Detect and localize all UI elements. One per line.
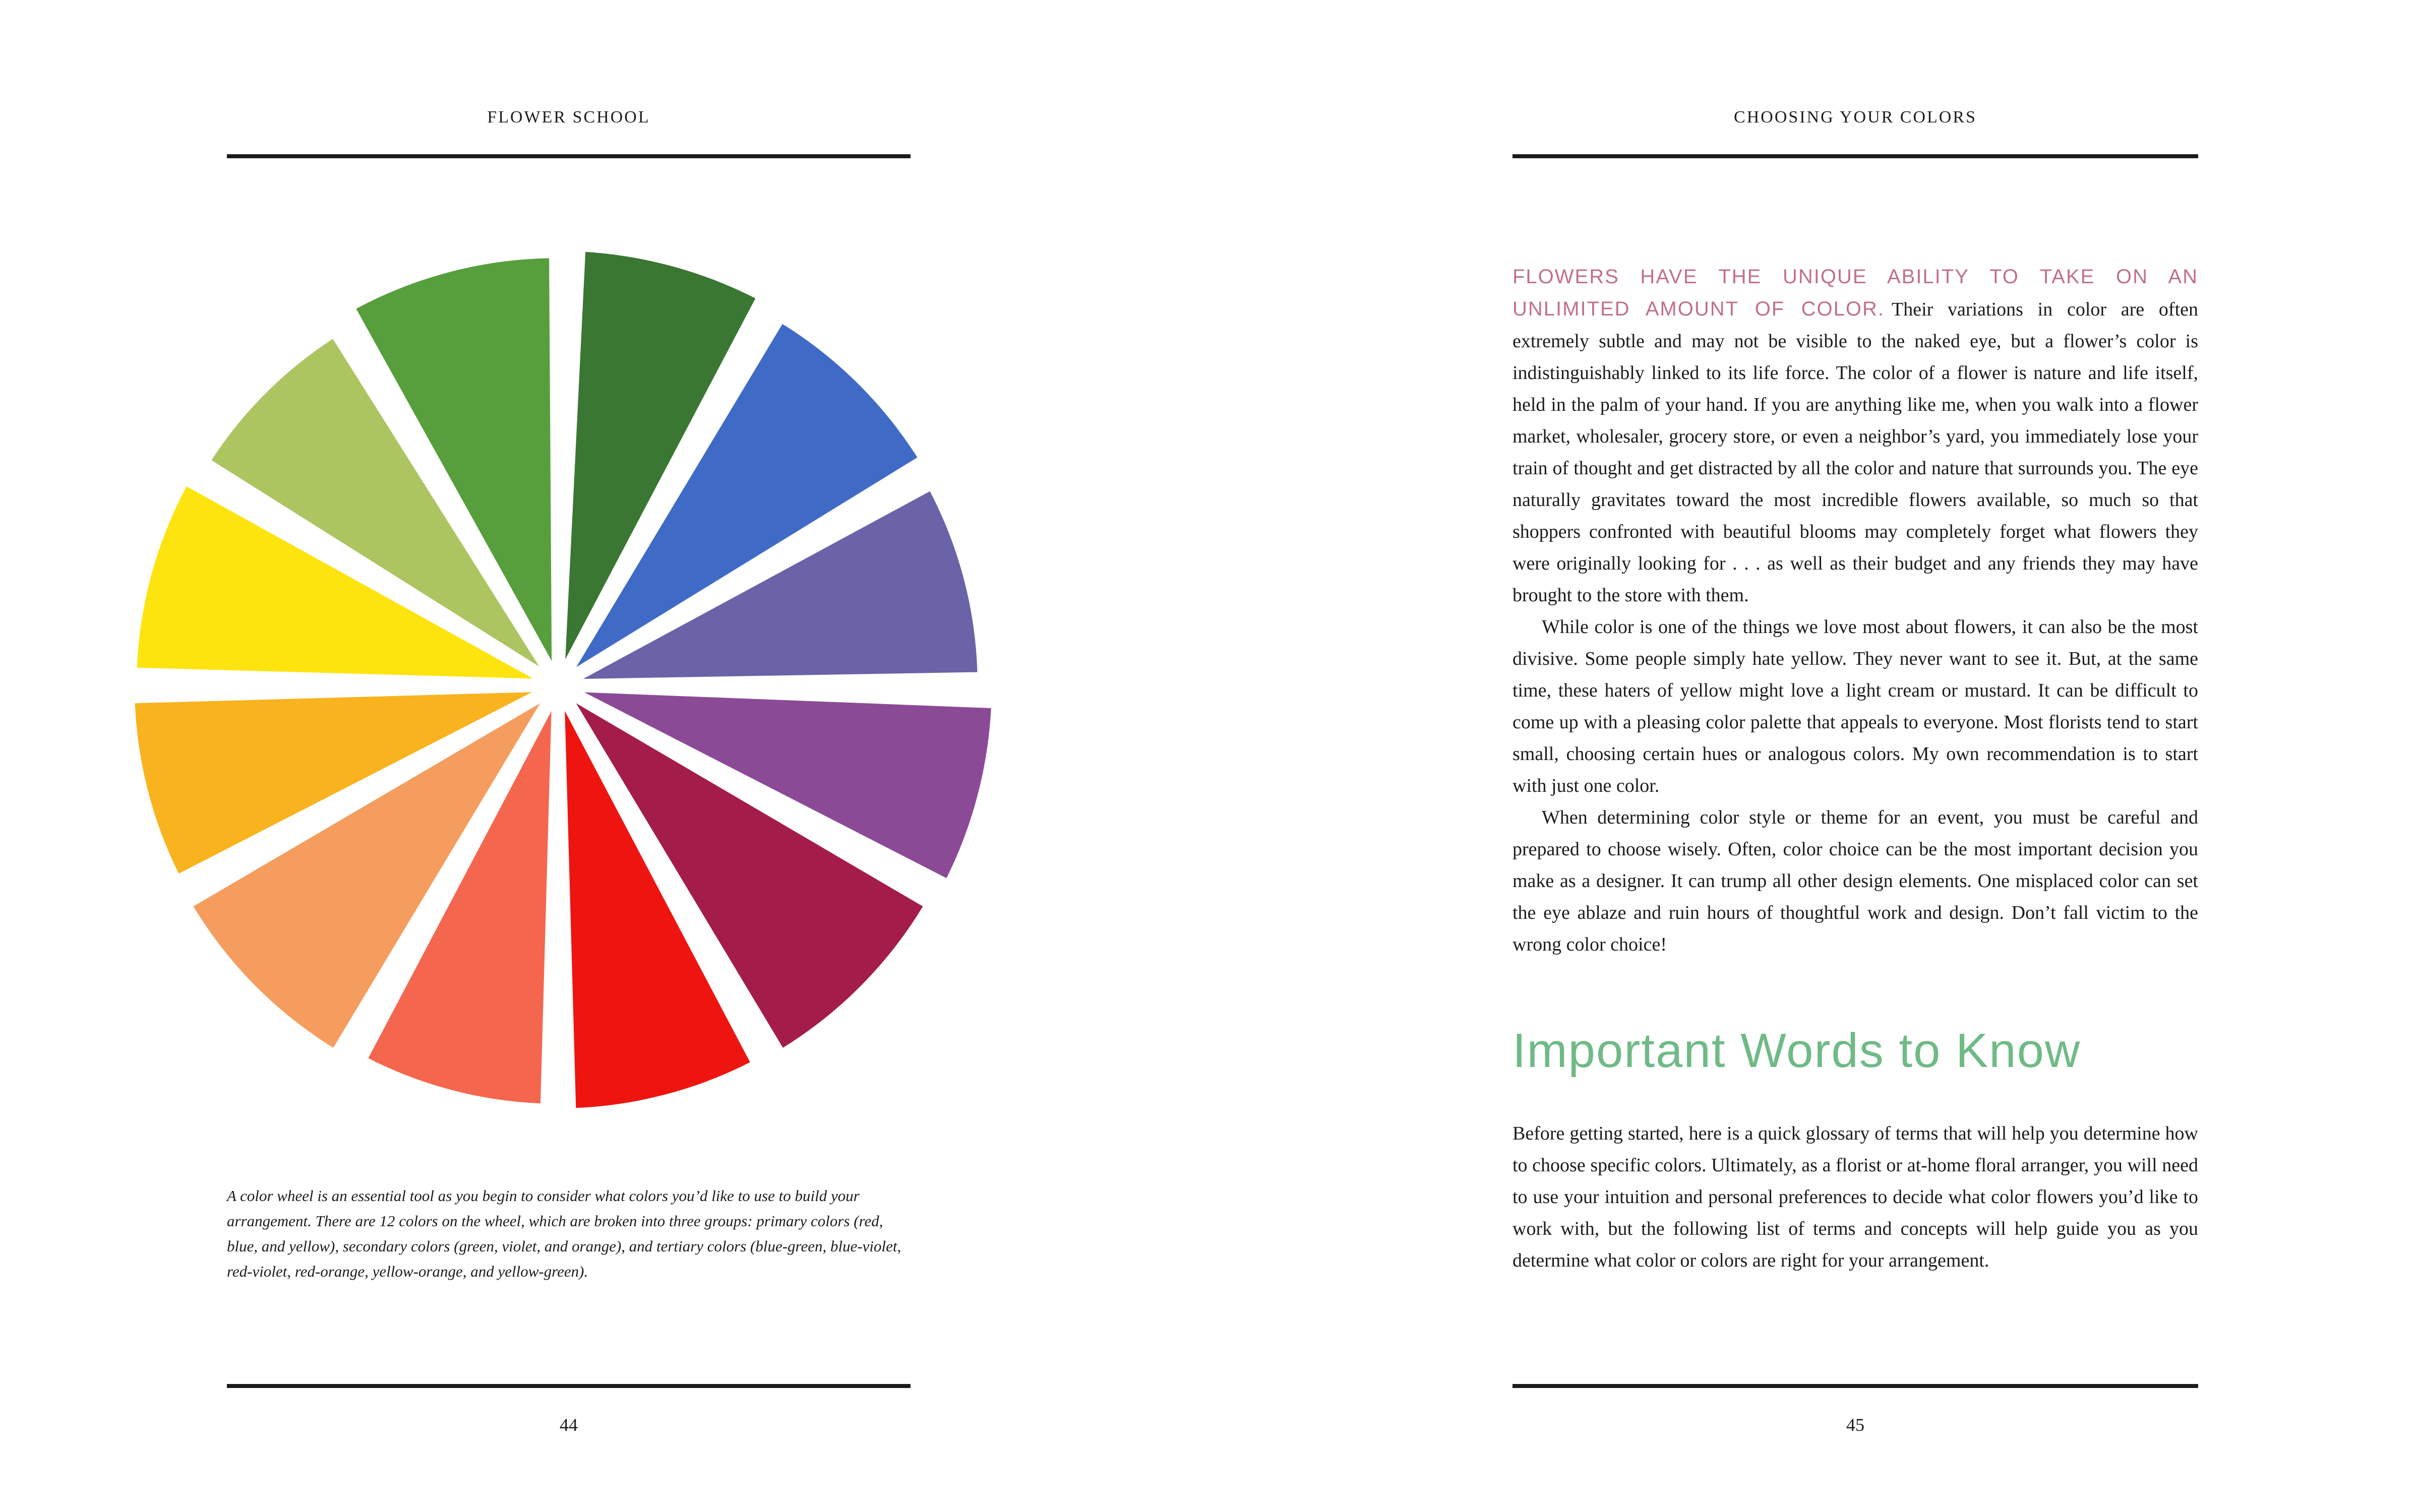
- left-footer-rule: [227, 1384, 911, 1388]
- intro-continuation: Their variations in color are often extremely subtle and may not be visible to the naked eye, but a flower’s color is indistinguishably linked to its life force. The color of a flower is nature and life itself, held in the palm of your hand. If you are anything like me, when you walk into a flower market, wholesaler, grocery store, or even a neighbor’s yard, you immediately lose your train of thought and get distracted by all the color and nature that surrounds you. The eye naturally gravitates toward the most incredible flowers available, so much so that shoppers confronted with beautiful blooms may completely forget what flowers they were originally looking for . . . as well as their budget and any friends they may have brought to the store with them.: [1512, 299, 2199, 606]
- intro-paragraph: [1512, 261, 2198, 611]
- color-wheel: [118, 234, 1001, 1137]
- right-running-head: CHOOSING YOUR COLORS: [1734, 108, 1977, 127]
- left-running-head: FLOWER SCHOOL: [487, 108, 650, 127]
- right-footer-rule: [1512, 1384, 2198, 1388]
- section-intro-paragraph: Before getting started, here is a quick glossary of terms that will help you determine how to choose specific colors. Ultimately, as a florist or at-home floral arranger, you will need to use your intuition and personal preferences to decide what color flowers you’d like to work with, but the following list of terms and concepts will help guide you as you determine what color or colors are right for your arrangement.: [1512, 1123, 2198, 1271]
- body-paragraph-2: While color is one of the things we love most about flowers, it can also be the most divisive. Some people simply hate yellow. They never want to see it. But, at the same time, these haters of yellow might love a light cream or mustard. It can be difficult to come up with a pleasing color palette that appeals to everyone. Most florists tend to start small, choosing certain hues or analogous colors. My own recommendation is to start with just one color.: [1512, 616, 2198, 796]
- right-page-number: 45: [1846, 1415, 1864, 1435]
- section-heading: Important Words to Know: [1512, 1024, 2081, 1078]
- right-header-rule: [1512, 154, 2198, 158]
- body-paragraph-3: When determining color style or theme for an event, you must be careful and prepared to choose wisely. Often, color choice can be the most important decision you make as a designer. It can trump all other design elements. One misplaced color can set the eye ablaze and ruin hours of thoughtful work and design. Don’t fall victim to the wrong color choice!: [1512, 807, 2198, 955]
- right-page: [1210, 0, 2420, 1512]
- color-wheel-svg: [118, 234, 1001, 1137]
- left-page-number: 44: [560, 1415, 578, 1435]
- lead-in-text: FLOWERS HAVE THE UNIQUE ABILITY TO TAKE ON AN UNLIMITED AMOUNT OF COLOR.: [1512, 266, 2198, 320]
- wheel-caption: A color wheel is an essential tool as you begin to consider what colors you’d like to use to build your arrangement. There are 12 colors on the wheel, which are broken into three groups: primary colors (red, blue, and yellow), secondary colors (green, violet, and orange), and tertiary colors (blue-green, blue-violet, red-violet, red-orange, yellow-orange, and yellow-green).: [227, 1187, 901, 1280]
- body-copy: [1512, 261, 2198, 961]
- left-header-rule: [227, 154, 911, 158]
